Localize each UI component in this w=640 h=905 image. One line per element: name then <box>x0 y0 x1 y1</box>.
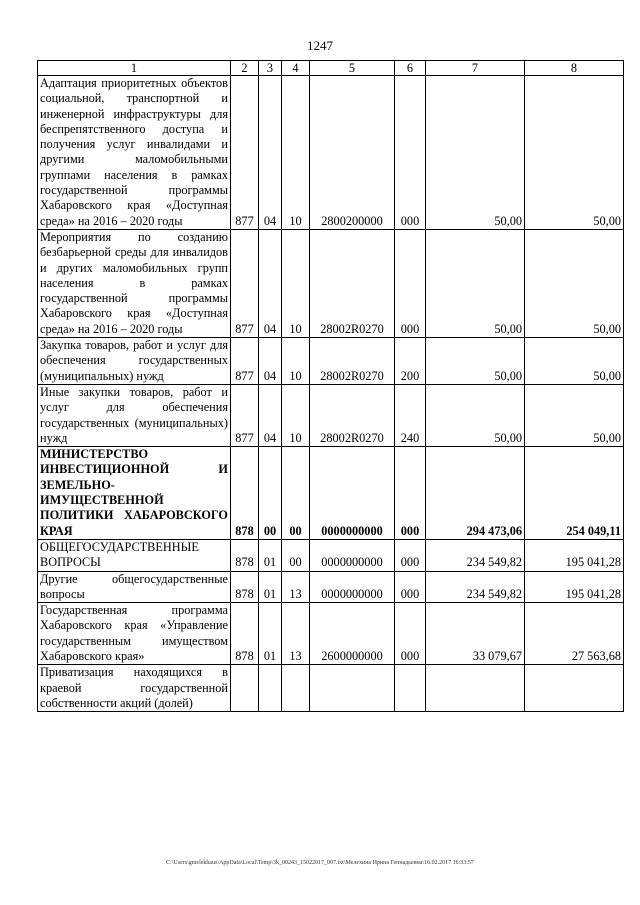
table-row <box>38 338 624 385</box>
cell-expense-type: 000 <box>395 76 426 230</box>
header-row <box>38 61 624 76</box>
cell-subsection: 13 <box>282 571 310 603</box>
cell-name: ОБЩЕГОСУДАРСТВЕННЫЕ ВОПРОСЫ <box>38 539 231 571</box>
cell-amount-1: 234 549,82 <box>426 571 525 603</box>
cell-expense-type: 200 <box>395 338 426 385</box>
table-row <box>38 571 624 603</box>
cell-name: Закупка товаров, работ и услуг для обеспечения государственных (муниципальных) нужд <box>38 338 231 385</box>
cell-section: 00 <box>259 447 282 540</box>
cell-admin-code: 878 <box>231 603 259 665</box>
header-col-5: 5 <box>310 61 395 76</box>
cell-section <box>259 665 282 712</box>
cell-subsection: 10 <box>282 338 310 385</box>
cell-amount-2: 27 563,68 <box>525 603 624 665</box>
cell-amount-1: 50,00 <box>426 384 525 446</box>
cell-target-article: 2600000000 <box>310 603 395 665</box>
cell-amount-2: 50,00 <box>525 76 624 230</box>
cell-amount-1: 50,00 <box>426 229 525 337</box>
cell-amount-1: 294 473,06 <box>426 447 525 540</box>
cell-section: 01 <box>259 539 282 571</box>
budget-table <box>37 60 624 712</box>
cell-admin-code: 878 <box>231 447 259 540</box>
cell-amount-1: 50,00 <box>426 76 525 230</box>
cell-admin-code: 878 <box>231 539 259 571</box>
cell-amount-2: 195 041,28 <box>525 571 624 603</box>
cell-amount-1: 50,00 <box>426 338 525 385</box>
cell-admin-code: 877 <box>231 76 259 230</box>
cell-expense-type: 240 <box>395 384 426 446</box>
cell-name: Государственная программа Хабаровского края «Управление государственным имуществом Хабаровского края» <box>38 603 231 665</box>
table-row <box>38 447 624 540</box>
cell-name: Приватизация находящихся в краевой государственной собственности акций (долей) <box>38 665 231 712</box>
cell-amount-1: 33 079,67 <box>426 603 525 665</box>
header-col-3: 3 <box>259 61 282 76</box>
cell-target-article: 0000000000 <box>310 447 395 540</box>
cell-section: 04 <box>259 229 282 337</box>
cell-admin-code: 877 <box>231 384 259 446</box>
cell-amount-2: 50,00 <box>525 229 624 337</box>
cell-amount-2: 50,00 <box>525 384 624 446</box>
cell-target-article: 28002R0270 <box>310 384 395 446</box>
cell-subsection: 10 <box>282 76 310 230</box>
cell-expense-type: 000 <box>395 229 426 337</box>
cell-section: 04 <box>259 384 282 446</box>
cell-amount-2 <box>525 665 624 712</box>
table-row <box>38 384 624 446</box>
cell-expense-type: 000 <box>395 603 426 665</box>
cell-admin-code: 877 <box>231 229 259 337</box>
table-row <box>38 665 624 712</box>
cell-section: 01 <box>259 571 282 603</box>
cell-section: 01 <box>259 603 282 665</box>
table-row <box>38 76 624 230</box>
header-col-7: 7 <box>426 61 525 76</box>
cell-expense-type <box>395 665 426 712</box>
cell-admin-code: 878 <box>231 571 259 603</box>
table-row <box>38 603 624 665</box>
cell-amount-2: 50,00 <box>525 338 624 385</box>
cell-amount-2: 195 041,28 <box>525 539 624 571</box>
cell-admin-code <box>231 665 259 712</box>
cell-target-article: 28002R0270 <box>310 229 395 337</box>
cell-subsection: 10 <box>282 229 310 337</box>
cell-name: Иные закупки товаров, работ и услуг для обеспечения государственных (муниципальных) нужд <box>38 384 231 446</box>
cell-subsection: 00 <box>282 539 310 571</box>
cell-target-article <box>310 665 395 712</box>
cell-subsection: 13 <box>282 603 310 665</box>
cell-name: МИНИСТЕРСТВО ИНВЕСТИЦИОННОЙ И ЗЕМЕЛЬНО-ИМУЩЕСТВЕННОЙ ПОЛИТИКИ ХАБАРОВСКОГО КРАЯ <box>38 447 231 540</box>
table-row <box>38 539 624 571</box>
header-col-2: 2 <box>231 61 259 76</box>
cell-amount-1: 234 549,82 <box>426 539 525 571</box>
header-col-4: 4 <box>282 61 310 76</box>
cell-expense-type: 000 <box>395 539 426 571</box>
cell-subsection <box>282 665 310 712</box>
cell-subsection: 10 <box>282 384 310 446</box>
header-col-6: 6 <box>395 61 426 76</box>
cell-name: Мероприятия по созданию безбарьерной среды для инвалидов и других маломобильных групп населения в рамках государственной программы Хабаровского края «Доступная среда» на 2016 – 2020 годы <box>38 229 231 337</box>
cell-amount-2: 254 049,11 <box>525 447 624 540</box>
cell-expense-type: 000 <box>395 571 426 603</box>
cell-section: 04 <box>259 338 282 385</box>
cell-name: Адаптация приоритетных объектов социальной, транспортной и инженерной инфраструктуры для беспрепятственного доступа и получения услуг инвалидами и другими маломобильными группами населения в рамках государственной программы Хабаровского края «Доступная среда» на 2016 – 2020 годы <box>38 76 231 230</box>
cell-target-article: 0000000000 <box>310 539 395 571</box>
cell-subsection: 00 <box>282 447 310 540</box>
footer-path: C:\Users\gmelekhaus\AppData\Local\Temp\3k_00243_15022017_007.txt\Мелехина Ирина Геннадьевна\16.02.2017 16:33:57 <box>166 860 474 866</box>
cell-name: Другие общегосударственные вопросы <box>38 571 231 603</box>
cell-target-article: 2800200000 <box>310 76 395 230</box>
table-row <box>38 229 624 337</box>
page-number: 1247 <box>307 38 333 53</box>
header-col-8: 8 <box>525 61 624 76</box>
cell-amount-1 <box>426 665 525 712</box>
cell-section: 04 <box>259 76 282 230</box>
cell-target-article: 28002R0270 <box>310 338 395 385</box>
cell-expense-type: 000 <box>395 447 426 540</box>
cell-admin-code: 877 <box>231 338 259 385</box>
header-col-1: 1 <box>38 61 231 76</box>
cell-target-article: 0000000000 <box>310 571 395 603</box>
